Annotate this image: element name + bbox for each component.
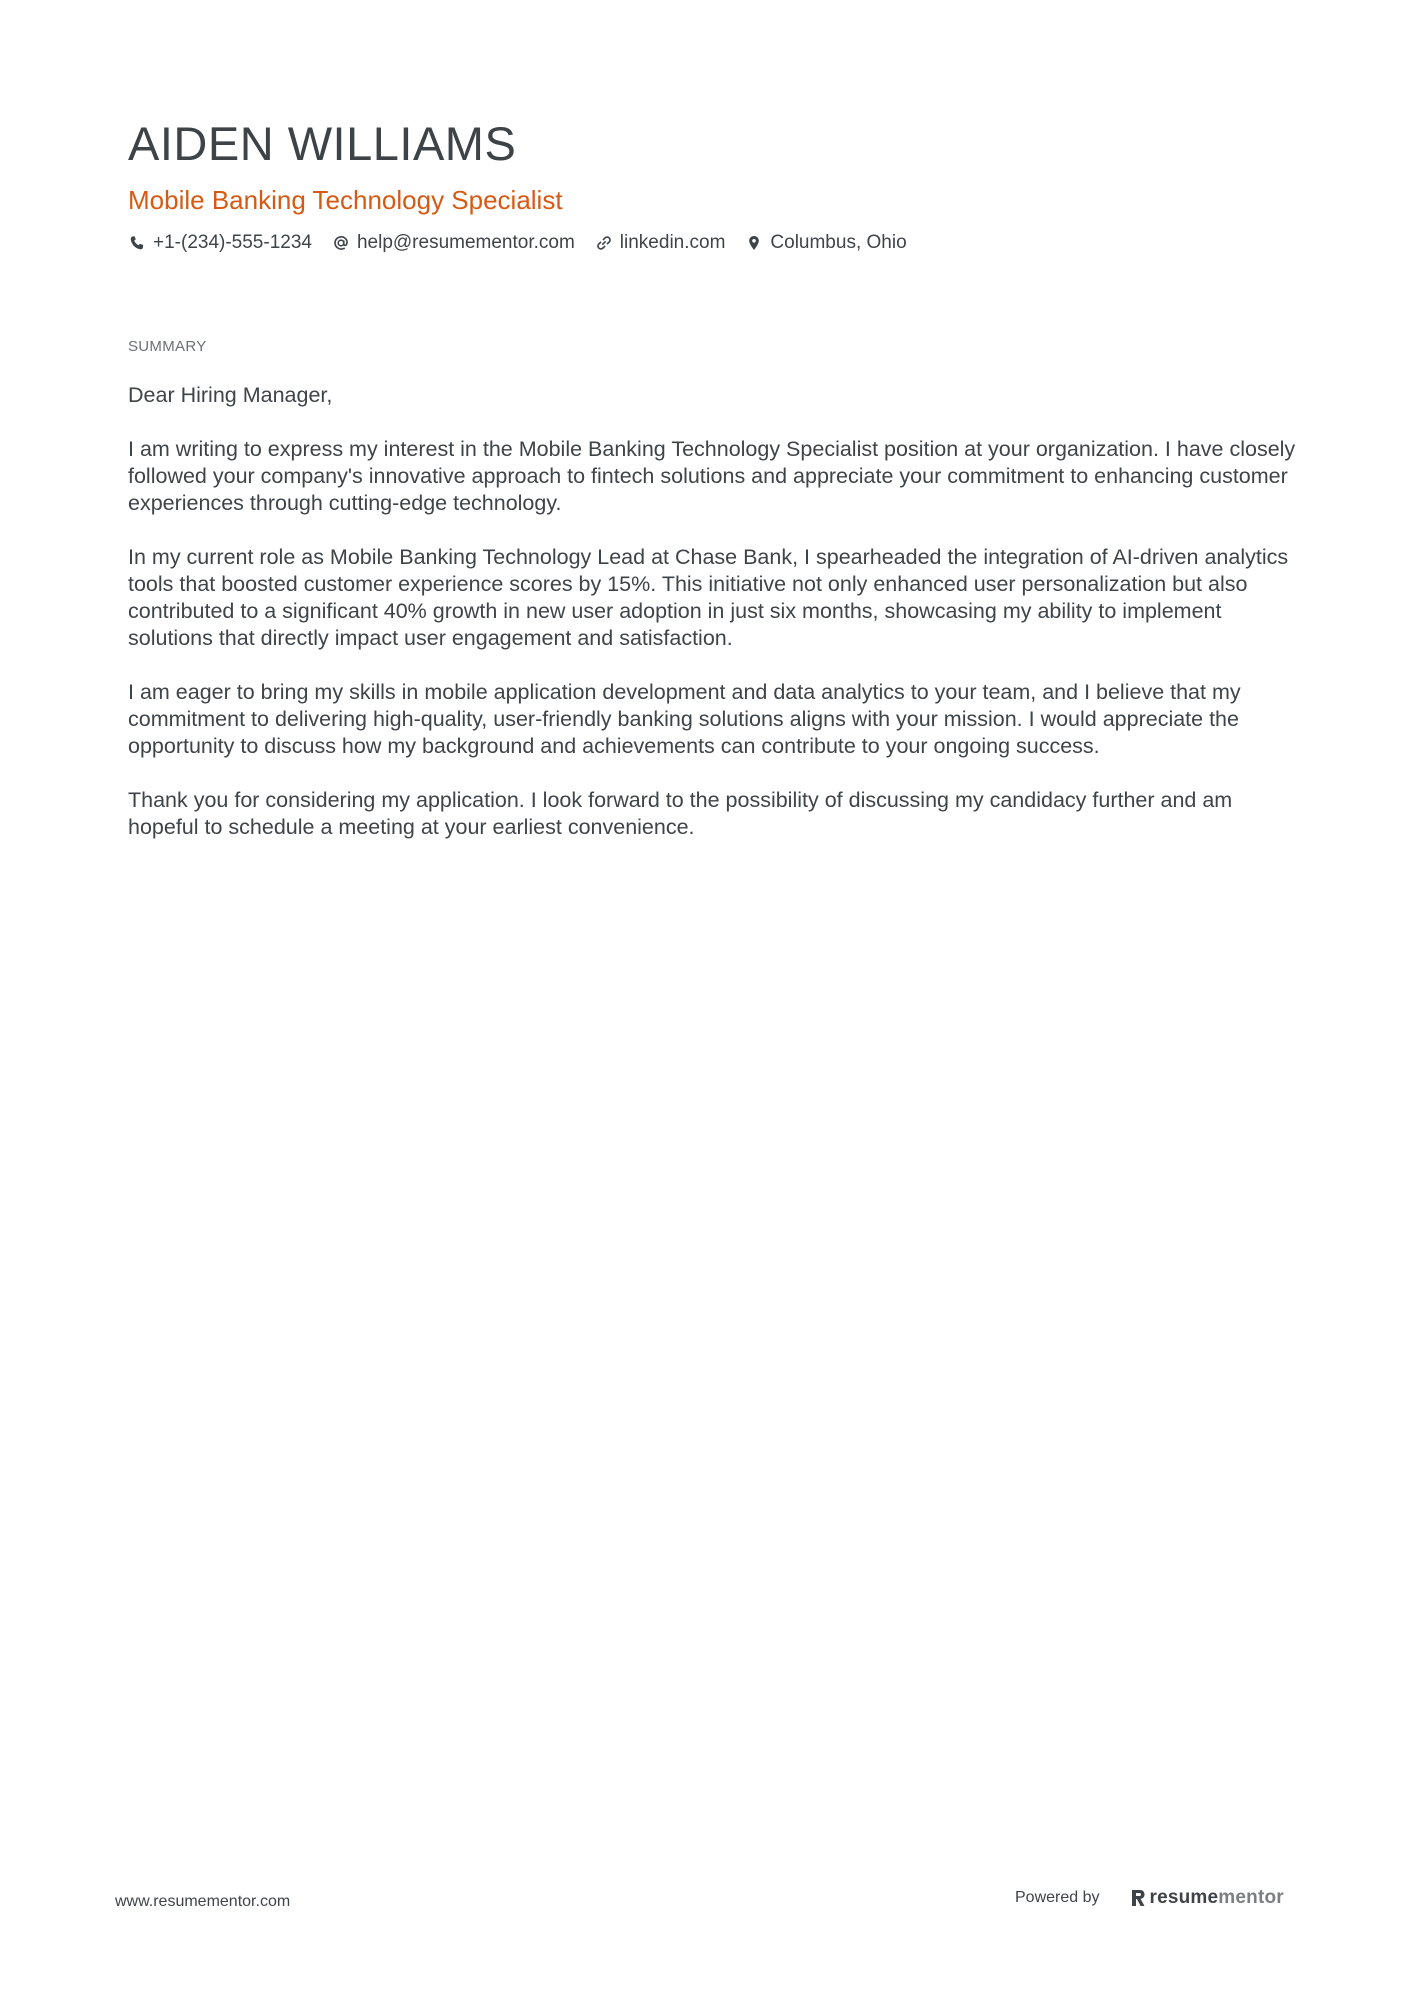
email-text: help@resumementor.com: [356, 232, 575, 253]
brand-name-part2: mentor: [1218, 1887, 1284, 1908]
at-icon: [332, 234, 350, 252]
header: [128, 112, 1288, 256]
location-pin-icon: [745, 234, 763, 252]
applicant-name: AIDEN WILLIAMS: [128, 117, 517, 170]
footer-branding: [1015, 1887, 1284, 1909]
paragraph: I am eager to bring my skills in mobile application development and data analytics to your team, and I believe that my commitment to delivering high-quality, user-friendly banking solutions aligns with your mission. I would appreciate the opportunity to discuss how my background and achievements can contribute to your ongoing success.: [128, 680, 1241, 758]
phone-icon: [128, 234, 146, 252]
letter-body: [128, 382, 1298, 868]
contact-email[interactable]: [332, 230, 575, 256]
powered-by-text: Powered by: [1015, 1889, 1100, 1906]
contact-row: [128, 230, 1288, 256]
website-text: linkedin.com: [619, 232, 726, 253]
brand-logo[interactable]: [1130, 1887, 1284, 1909]
contact-phone: [128, 230, 312, 256]
phone-text: +1-(234)-555-1234: [153, 232, 312, 253]
resumementor-logo-icon: [1130, 1888, 1146, 1908]
paragraph: I am writing to express my interest in the Mobile Banking Technology Specialist position at your organization. I have closely followed your company's innovative approach to fintech solutions and appreciate your commitment to enhancing customer experiences through cutting-edge technology.: [128, 437, 1296, 515]
job-title: Mobile Banking Technology Specialist: [128, 185, 563, 215]
greeting: Dear Hiring Manager,: [128, 383, 333, 407]
link-icon: [595, 234, 613, 252]
brand-name-part1: resume: [1149, 1887, 1219, 1908]
footer-website[interactable]: www.resumementor.com: [115, 1893, 291, 1910]
contact-location: [745, 230, 906, 256]
location-text: Columbus, Ohio: [770, 232, 907, 253]
paragraph: In my current role as Mobile Banking Technology Lead at Chase Bank, I spearheaded the integration of AI-driven analytics tools that boosted customer experience scores by 15%. This initiative not only enhanced user personalization but also contributed to a significant 40% growth in new user adoption in just six months, showcasing my ability to implement solutions that directly impact user engagement and satisfaction.: [128, 545, 1289, 650]
contact-website[interactable]: [595, 230, 726, 256]
section-label: SUMMARY: [128, 338, 207, 355]
paragraph: Thank you for considering my application. I look forward to the possibility of discussing my candidacy further and am hopeful to schedule a meeting at your earliest convenience.: [128, 788, 1233, 839]
